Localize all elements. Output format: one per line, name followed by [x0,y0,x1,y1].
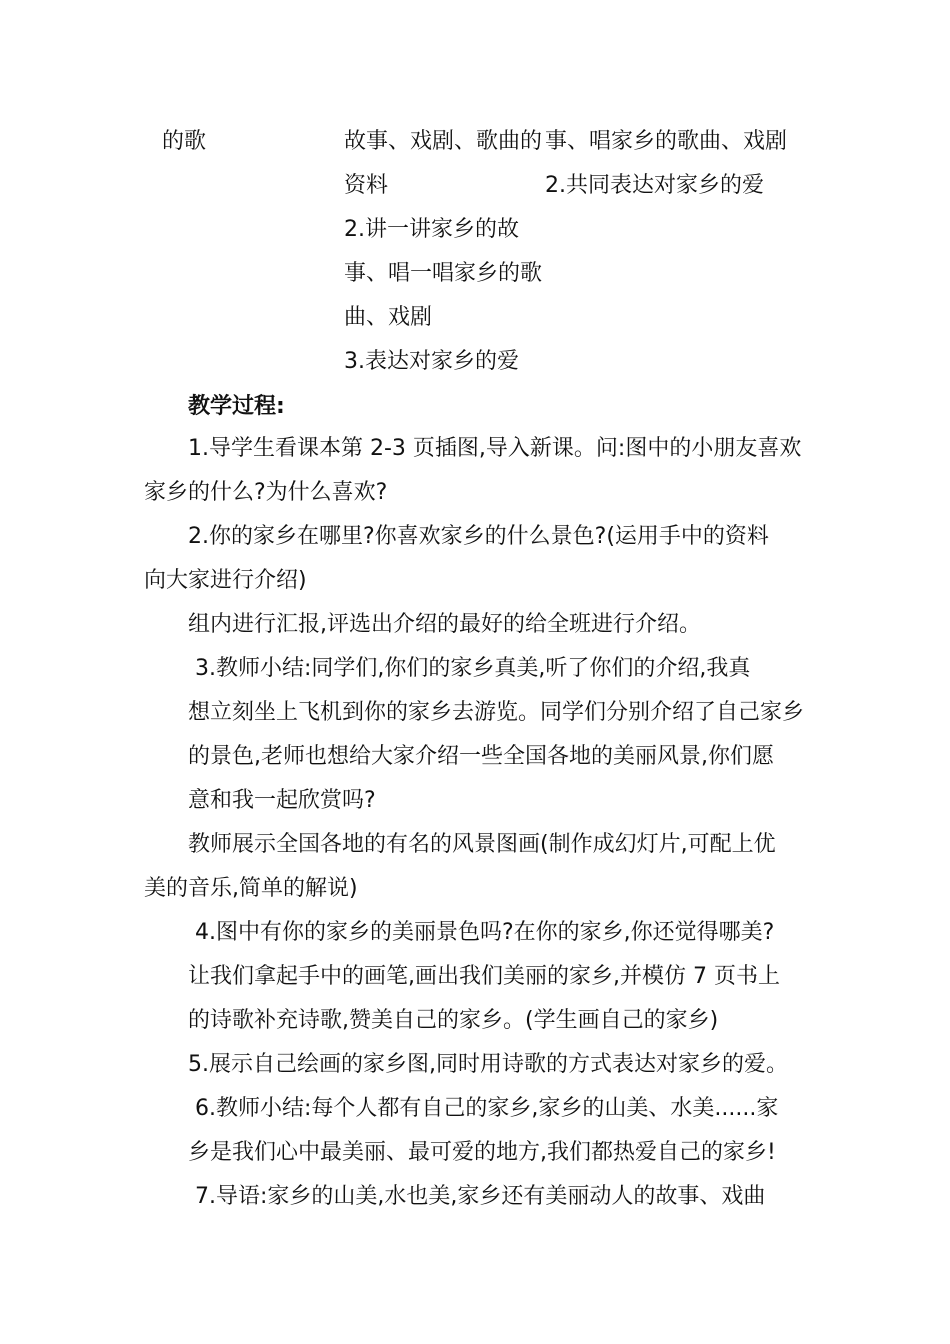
section-heading: 教学过程: [188,394,285,419]
body-line: 想立刻坐上飞机到你的家乡去游览。同学们分别介绍了自己家乡 [188,700,805,725]
body-line: 意和我一起欣赏吗? [188,788,376,813]
body-line: 6.教师小结:每个人都有自己的家乡,家乡的山美、水美......家 [195,1096,779,1121]
body-line: 让我们拿起手中的画笔,画出我们美丽的家乡,并模仿 7 页书上 [188,964,780,989]
table-cell-col2-line: 曲、戏剧 [344,305,433,330]
table-cell-col2-line: 3.表达对家乡的爱 [344,349,519,374]
body-line: 4.图中有你的家乡的美丽景色吗?在你的家乡,你还觉得哪美? [195,920,775,945]
body-line: 家乡的什么?为什么喜欢? [144,480,388,505]
table-cell-col2-line: 故事、戏剧、歌曲的 [344,129,543,154]
body-line: 5.展示自己绘画的家乡图,同时用诗歌的方式表达对家乡的爱。 [188,1052,788,1077]
table-cell-col3-line: 2.共同表达对家乡的爱 [545,173,764,198]
body-line: 美的音乐,简单的解说) [144,876,358,901]
body-line: 2.你的家乡在哪里?你喜欢家乡的什么景色?(运用手中的资料 [188,524,769,549]
table-cell-col2-line: 资料 [344,173,389,198]
body-line: 组内进行汇报,评选出介绍的最好的给全班进行介绍。 [188,612,701,637]
body-line: 乡是我们心中最美丽、最可爱的地方,我们都热爱自己的家乡! [188,1140,776,1165]
body-line: 教师展示全国各地的有名的风景图画(制作成幻灯片,可配上优 [188,832,776,857]
table-cell-col1: 的歌 [162,129,207,154]
table-cell-col2-line: 2.讲一讲家乡的故 [344,217,519,242]
body-line: 1.导学生看课本第 2-3 页插图,导入新课。问:图中的小朋友喜欢 [188,436,802,461]
body-line: 的景色,老师也想给大家介绍一些全国各地的美丽风景,你们愿 [188,744,774,769]
body-line: 3.教师小结:同学们,你们的家乡真美,听了你们的介绍,我真 [195,656,751,681]
body-line: 7.导语:家乡的山美,水也美,家乡还有美丽动人的故事、戏曲 [195,1184,766,1209]
body-line: 向大家进行介绍) [144,568,307,593]
table-cell-col2-line: 事、唱一唱家乡的歌 [344,261,543,286]
table-cell-col3-line: 事、唱家乡的歌曲、戏剧 [545,129,788,154]
body-line: 的诗歌补充诗歌,赞美自己的家乡。(学生画自己的家乡) [188,1008,719,1033]
